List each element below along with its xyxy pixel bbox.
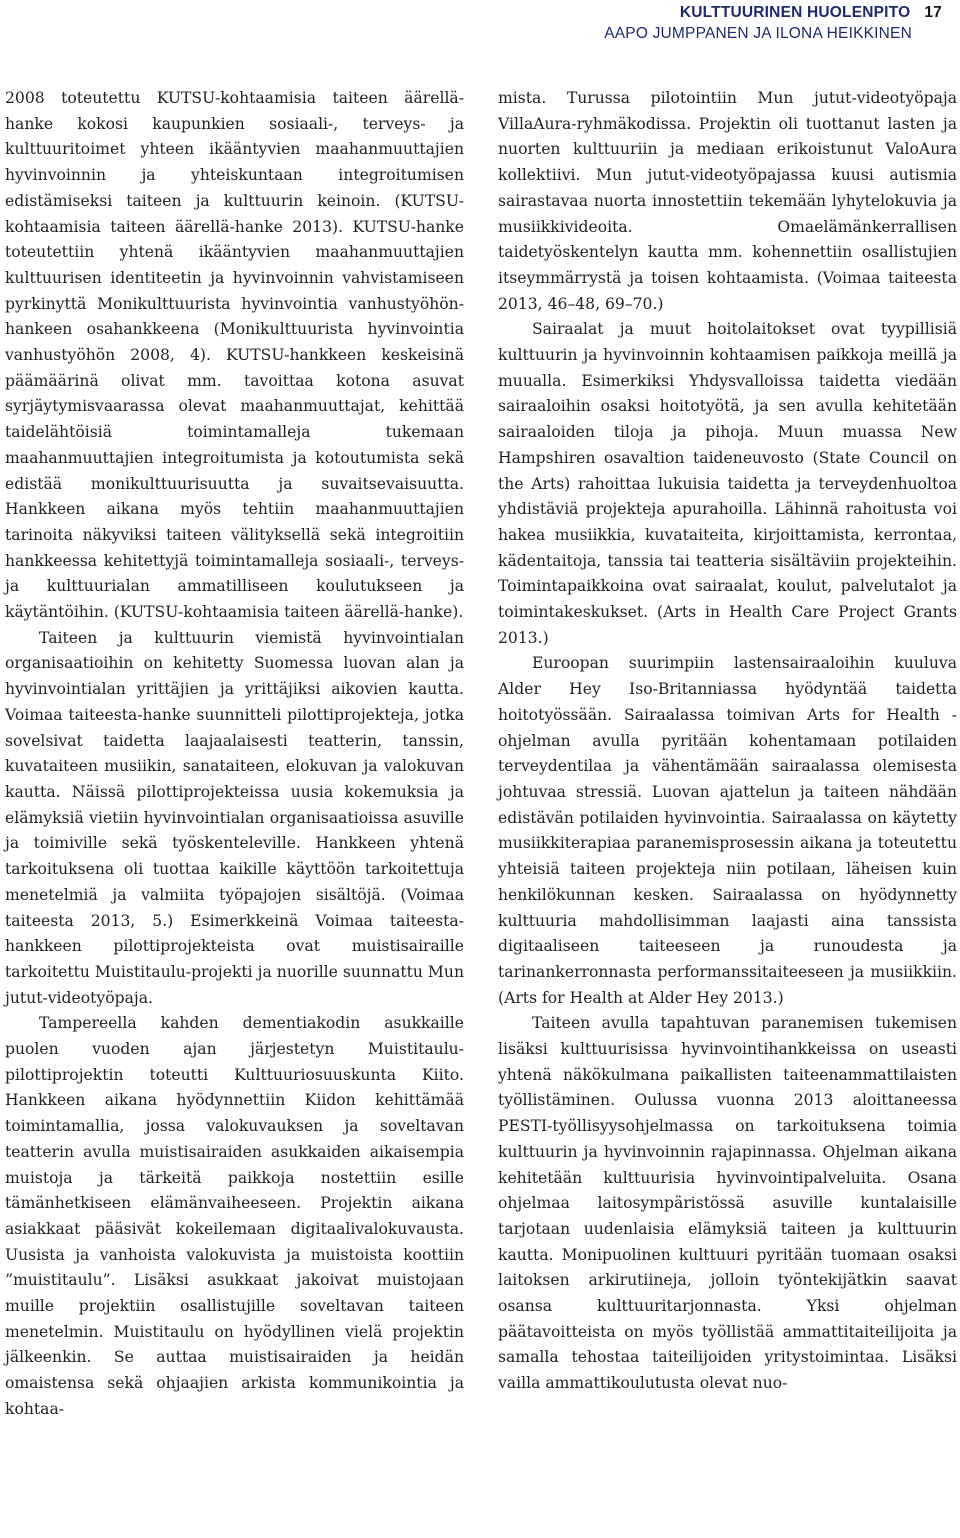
paragraph: Tampereella kahden dementiakodin asukkaille puolen vuoden ajan järjestetyn Muistitaulu-pilottiprojektin toteutti Kulttuuriosuuskunta Kiito. Hankkeen aikana hyödynnettiin Kiidon kehittämää toimintamallia, jossa valokuvauksen ja soveltavan teatterin avulla muistisairaiden asukkaiden aikaisempia muistoja ja tärkeitä paikkoja nostettiin esille tämänhetkiseen elämänvaiheeseen. Projektin aikana asiakkaat pääsivät kokeilemaan digitaalivalokuvausta. Uusista ja vanhoista valokuvista ja muistoista koottiin ”muistitaulu”. Lisäksi asukkaat jakoivat muistojaan muille projektiin osallistujille soveltavan taiteen menetelmin. Muistitaulu on hyödyllinen vielä projektin jälkeenkin. Se auttaa muistisairaiden ja heidän omaistensa sekä ohjaajien arkista kommunikointia ja kohtaa- (5, 1014, 464, 1418)
running-header (604, 3, 942, 45)
section-title: KULTTUURINEN HUOLENPITO (679, 4, 911, 21)
header-title-row (604, 3, 942, 23)
paragraph: Euroopan suurimpiin lastensairaaloihin kuuluva Alder Hey Iso-Britanniassa hyödyntää taidetta hoitotyössään. Sairaalassa toimivan Arts for Health -ohjelman avulla pyritään kohentamaan potilaiden terveydentilaa ja vähentämään sairaalassa olemisesta johtuvaa stressiä. Luovan ajattelun ja taiteen nähdään edistävän potilaiden hyvinvointia. Sairaalassa on käytetty musiikkiterapiaa paranemisprosessin aikana ja toteutettu yhteisiä taiteen projekteja niin potilaan, läheisen kuin henkilökunnan kesken. Sairaalassa on hyödynnetty kulttuuria mahdollisimman laajasti aina tanssista digitaaliseen taiteeseen ja runoudesta ja tarinankerronnasta performanssitaiteeseen ja musiikkiin. (Arts for Health at Alder Hey 2013.) (498, 654, 957, 1007)
right-column (498, 86, 957, 1397)
authors: AAPO JUMPPANEN JA ILONA HEIKKINEN (604, 25, 912, 42)
page-number: 17 (924, 4, 942, 21)
left-column (5, 86, 464, 1423)
paragraph: 2008 toteutettu KUTSU-kohtaamisia taiteen äärellä-hanke kokosi kaupunkien sosiaali-, terveys- ja kulttuuritoimet yhteen ikääntyvien maahanmuuttajien hyvinvoinnin ja yhteiskuntaan integroitumisen edistämiseksi taiteen ja kulttuurin keinoin. (KUTSU-kohtaamisia taiteen äärellä-hanke 2013). KUTSU-hanke toteutettiin yhtenä ikääntyvien maahanmuuttajien kulttuurisen identiteetin ja hyvinvoinnin vahvistamiseen pyrkinyttä Monikulttuurista hyvinvointia vanhustyöhön-hankeen osahankkeena (Monikulttuurista hyvinvointia vanhustyöhön 2008, 4). KUTSU-hankkeen keskeisinä päämäärinä olivat mm. tavoittaa kotona asuvat syrjäytymisvaarassa olevat maahanmuuttajat, kehittää taidelähtöisiä toimintamalleja tukemaan maahanmuuttajien integroitumista ja kotoutumista sekä edistää monikulttuurisuutta ja suvaitsevaisuutta. Hankkeen aikana myös tehtiin maahanmuuttajien tarinoita näkyviksi taiteen välityksellä sekä integroitiin hankkeessa kehitettyjä toimintamalleja sosiaali-, terveys- ja kulttuurialan ammatilliseen koulutukseen ja käytäntöihin. (KUTSU-kohtaamisia taiteen äärellä-hanke). (5, 89, 464, 622)
paragraph: mista. Turussa pilotointiin Mun jutut-videotyöpaja VillaAura-ryhmäkodissa. Projektin oli tuottanut lasten ja nuorten kulttuuriin ja mediaan erikoistunut ValoAura kollektiivi. Mun jutut-videotyöpajassa kuusi autismia sairastavaa nuorta innostettiin tekemään lyhytelokuvia ja musiikkivideoita. Omaelämänkerrallisen taidetyöskentelyn kautta mm. kohennettiin osallistujien itseymmärrystä ja toisen kohtaamista. (Voimaa taiteesta 2013, 46–48, 69–70.) (498, 89, 957, 313)
paragraph: Sairaalat ja muut hoitolaitokset ovat tyypillisiä kulttuurin ja hyvinvoinnin kohtaamisen paikkoja meillä ja muualla. Esimerkiksi Yhdysvalloissa taidetta viedään sairaaloihin osaksi hoitotyötä, ja sen avulla kehitetään sairaaloiden tiloja ja pihoja. Muun muassa New Hampshiren osavaltion taideneuvosto (State Council on the Arts) rahoittaa lukuisia taidetta ja terveydenhuoltoa yhdistäviä projekteja apurahoilla. Lähinnä rahoitusta voi hakea musiikkia, kuvataiteita, kirjoittamista, kerrontaa, kädentaitoja, tanssia tai teatteria sisältäviin projekteihin. Toimintapaikkoina ovat sairaalat, koulut, palvelutalot ja toimintakeskukset. (Arts in Health Care Project Grants 2013.) (498, 320, 957, 647)
paragraph: Taiteen avulla tapahtuvan paranemisen tukemisen lisäksi kulttuurisissa hyvinvointihankkeissa on useasti yhtenä näkökulmana paikallisten taiteenammattilaisten työllistäminen. Oulussa vuonna 2013 aloittaneessa PESTI-työllisyysohjelmassa on tarkoituksena toimia kulttuurin ja hyvinvoinnin rajapinnassa. Ohjelman aikana kehitetään kulttuurisia hyvinvointipalveluita. Osana ohjelmaa laitosympäristössä asuville kuntalaisille tarjotaan uudenlaisia elämyksiä taiteen ja kulttuurin kautta. Monipuolinen kulttuuri pyritään tuomaan osaksi laitoksen arkirutiineja, jolloin työntekijätkin saavat osansa kulttuuritarjonnasta. Yksi ohjelman päätavoitteista on myös työllistää ammattitaiteilijoita ja samalla tehostaa taiteilijoiden yritystoimintaa. Lisäksi vailla ammattikoulutusta olevat nuo- (498, 1014, 957, 1393)
paragraph: Taiteen ja kulttuurin viemistä hyvinvointialan organisaatioihin on kehitetty Suomessa luovan alan ja hyvinvointialan yrittäjien ja yrittäjiksi aikovien kautta. Voimaa taiteesta-hanke suunnitteli pilottiprojekteja, jotka sovelsivat taidetta laajaalaisesti teatterin, tanssin, kuvataiteen musiikin, sanataiteen, elokuvan ja valokuvan kautta. Näissä pilottiprojekteissa uusia kokemuksia ja elämyksiä vietiin hyvinvointialan organisaatioissa asuville ja toimiville sekä työskenteleville. Hankkeen yhtenä tarkoituksena oli tuottaa kaikille käyttöön tarkoitettuja menetelmiä ja valmiita työpajojen sisältöjä. (Voimaa taiteesta 2013, 5.) Esimerkkeinä Voimaa taiteesta-hankkeen pilottiprojekteista ovat muistisairaille tarkoitettu Muistitaulu-projekti ja nuorille suunnattu Mun jutut-videotyöpaja. (5, 628, 464, 1007)
